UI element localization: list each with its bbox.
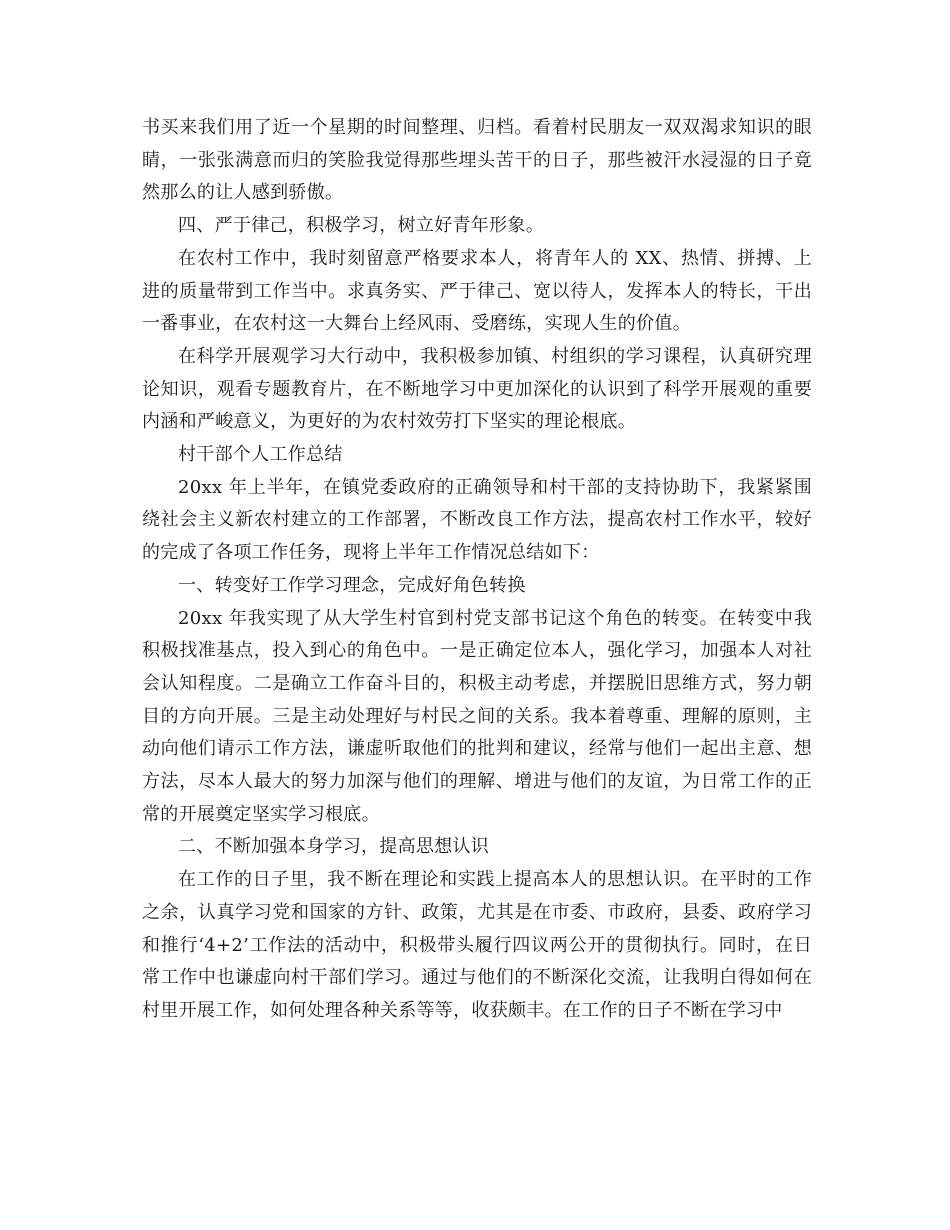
paragraph: 在农村工作中，我时刻留意严格要求本人，将青年人的 XX、热情、拼搏、上进的质量带到工作当中。求真务实、严于律己、宽以待人，发挥本人的特长，干出一番事业，在农村这一大舞台上经风雨、受磨练，实现人生的价值。 [142,247,812,335]
paragraph: 20xx 年我实现了从大学生村官到村党支部书记这个角色的转变。在转变中我积极找准基点，投入到心的角色中。一是正确定位本人，强化学习，加强本人对社会认知程度。二是确立工作奋斗目的，积极主动考虑，并摆脱旧思维方式，努力朝目的方向开展。三是主动处理好与村民之间的关系。我本着尊重、理解的原则，主动向他们请示工作方法，谦虚听取他们的批判和建议，经常与他们一起出主意、想方法，尽本人最大的努力加深与他们的理解、增进与他们的友谊，为日常工作的正常的开展奠定坚实学习根底。 [142,607,812,825]
paragraph: 20xx 年上半年，在镇党委政府的正确领导和村干部的支持协助下，我紧紧围绕社会主义新农村建立的工作部署，不断改良工作方法，提高农村工作水平，较好的完成了各项工作任务，现将上半年工作情况总结如下： [142,476,812,564]
section-heading-four: 四、严于律己，积极学习，树立好青年形象。 [178,215,544,237]
document-body [142,112,812,1028]
paragraph: 在工作的日子里，我不断在理论和实践上提高本人的思想认识。在平时的工作之余，认真学习党和国家的方针、政策，尤其是在市委、市政府，县委、政府学习和推行‘4+2’工作法的活动中，积极带头履行四议两公开的贯彻执行。同时，在日常工作中也谦虚向村干部们学习。通过与他们的不断深化交流，让我明白得如何在村里开展工作，如何处理各种关系等等，收获颇丰。在工作的日子不断在学习中 [142,869,812,1021]
section-heading-one: 一、转变好工作学习理念，完成好角色转换 [178,574,526,596]
section-heading-two: 二、不断加强本身学习，提高思想认识 [178,836,490,858]
paragraph-continuation: 书买来我们用了近一个星期的时间整理、归档。看着村民朋友一双双渴求知识的眼睛，一张张满意而归的笑脸我觉得那些埋头苦干的日子，那些被汗水浸湿的日子竟然那么的让人感到骄傲。 [142,117,812,204]
document-title: 村干部个人工作总结 [178,444,343,466]
paragraph: 在科学开展观学习大行动中，我积极参加镇、村组织的学习课程，认真研究理论知识，观看专题教育片，在不断地学习中更加深化的认识到了科学开展观的重要内涵和严峻意义，为更好的为农村效劳打下坚实的理论根底。 [142,345,812,433]
